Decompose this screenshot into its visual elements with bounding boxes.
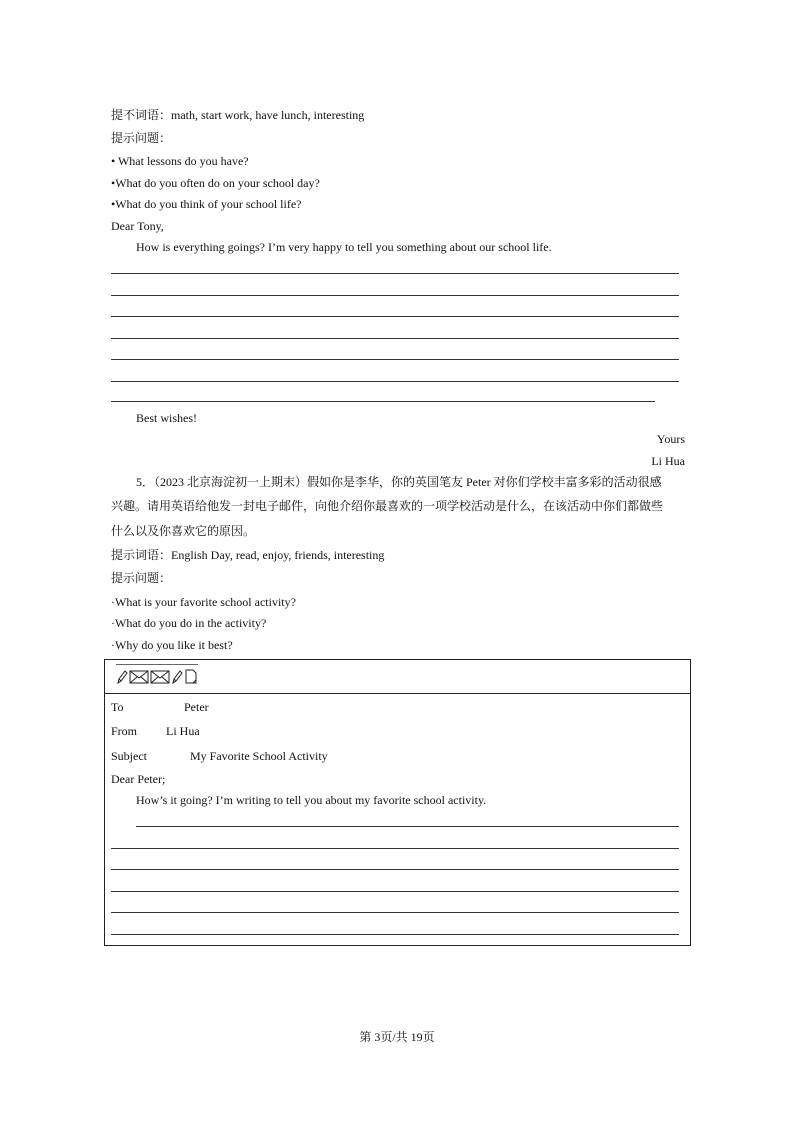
- q4-writing-line-3[interactable]: [111, 316, 679, 317]
- email-writing-line-2[interactable]: [111, 848, 679, 849]
- q4-writing-line-7[interactable]: [111, 401, 655, 402]
- email-writing-line-4[interactable]: [111, 891, 679, 892]
- email-writing-line-5[interactable]: [111, 912, 679, 913]
- email-writing-line-6[interactable]: [111, 934, 679, 935]
- q4-greeting: Dear Tony,: [111, 219, 164, 233]
- q5-prompt-line-3: 什么以及你喜欢它的原因。: [111, 524, 256, 538]
- email-greeting: Dear Peter;: [111, 772, 166, 786]
- q4-question-1: • What lessons do you have?: [111, 154, 249, 168]
- q4-keywords: 提不词语：math, start work, have lunch, interesting: [111, 108, 365, 122]
- pencil-icon[interactable]: [116, 669, 128, 685]
- q5-question-2: ·What do you do in the activity?: [111, 616, 267, 630]
- email-toolbar: [116, 664, 198, 688]
- email-from-value[interactable]: Li Hua: [166, 724, 200, 738]
- q5-question-1: ·What is your favorite school activity?: [111, 595, 296, 609]
- page-footer: 第 3页/共 19页: [359, 1030, 435, 1044]
- email-to-label: To: [111, 700, 124, 714]
- email-opening: How’s it going? I’m writing to tell you about my favorite school activity.: [136, 793, 487, 807]
- email-subject-label: Subject: [111, 749, 147, 763]
- email-writing-line-3[interactable]: [111, 869, 679, 870]
- q5-prompt-line-2: 兴趣。请用英语给他发一封电子邮件，向他介绍你最喜欢的一项学校活动是什么，在该活动中你们都做些: [111, 499, 664, 513]
- q5-prompt-line-1: 5．（2023 北京海淀初一上期末）假如你是李华，你的英国笔友 Peter 对你们学校丰富多彩的活动很感: [136, 475, 662, 489]
- email-to-value[interactable]: Peter: [184, 700, 209, 714]
- envelope-icon[interactable]: [150, 669, 170, 685]
- q4-closing: Best wishes!: [136, 411, 197, 425]
- q4-question-2: •What do you often do on your school day?: [111, 176, 320, 190]
- q4-writing-line-5[interactable]: [111, 359, 679, 360]
- q4-question-3: •What do you think of your school life?: [111, 197, 302, 211]
- q4-questions-label: 提示问题：: [111, 131, 172, 145]
- email-toolbar-divider: [104, 693, 691, 694]
- q4-writing-line-6[interactable]: [111, 381, 679, 382]
- email-from-label: From: [111, 724, 138, 738]
- envelope-icon[interactable]: [129, 669, 149, 685]
- q4-writing-line-4[interactable]: [111, 338, 679, 339]
- q4-writing-line-1[interactable]: [111, 273, 679, 274]
- q4-opening: How is everything goings? I’m very happy to tell you something about our school life.: [136, 240, 552, 254]
- pencil-icon[interactable]: [171, 669, 183, 685]
- q4-writing-line-2[interactable]: [111, 295, 679, 296]
- q5-questions-label: 提示问题：: [111, 571, 172, 585]
- q5-question-3: ·Why do you like it best?: [111, 638, 233, 652]
- email-subject-value[interactable]: My Favorite School Activity: [190, 749, 328, 763]
- q4-sign-name: Li Hua: [651, 454, 685, 468]
- q5-keywords: 提示词语：English Day, read, enjoy, friends, interesting: [111, 548, 385, 562]
- document-icon[interactable]: [184, 669, 198, 685]
- q4-sign-yours: Yours: [656, 432, 685, 446]
- email-writing-line-1[interactable]: [136, 826, 679, 827]
